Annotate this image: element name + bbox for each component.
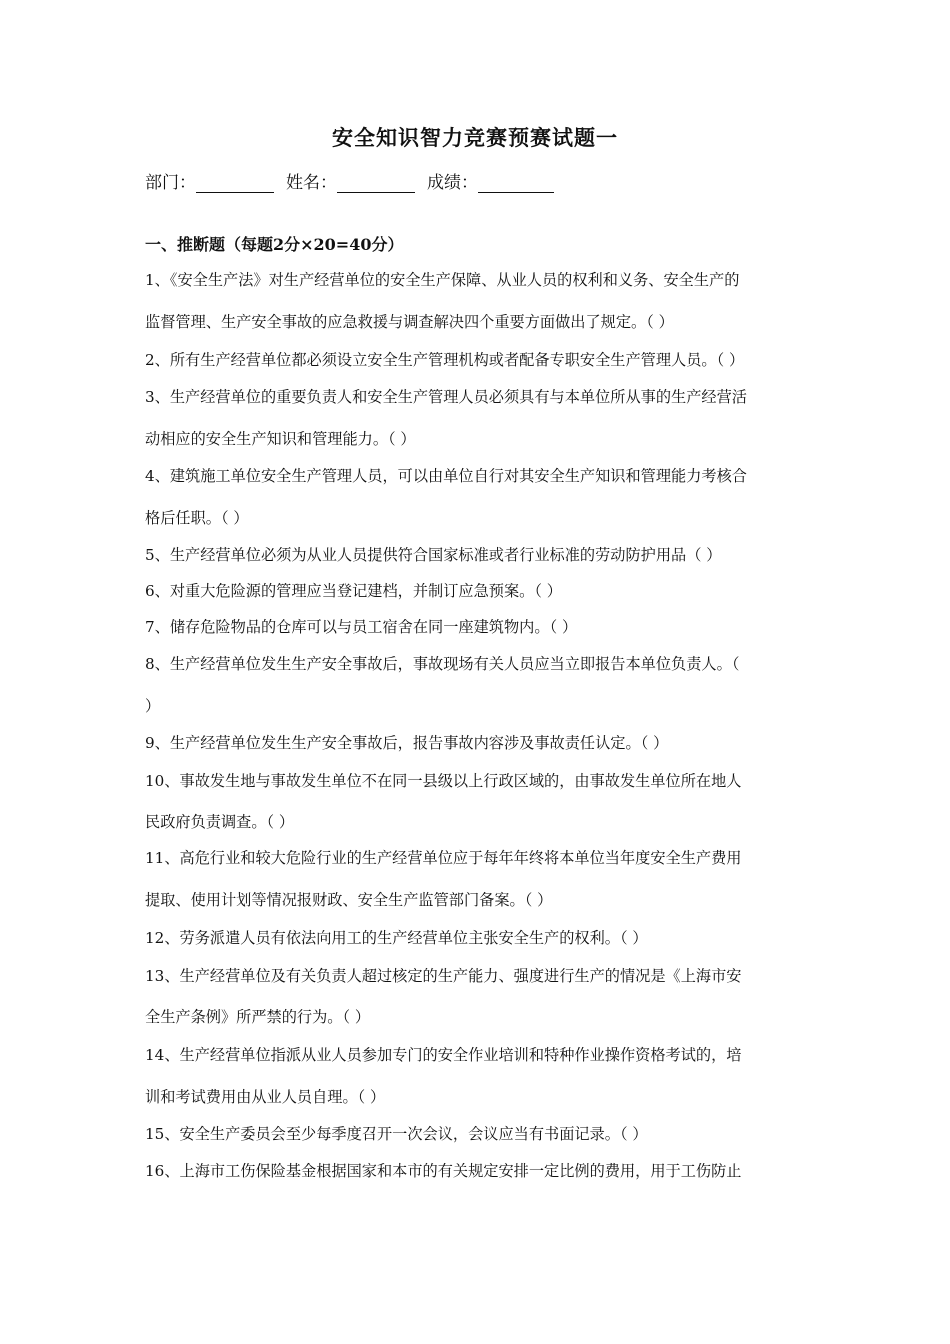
name-label: 姓名： <box>286 173 337 193</box>
question-line: 10、事故发生地与事故发生单位不在同一县级以上行政区域的，由事故发生单位所在地人 <box>145 772 742 790</box>
question-line: 3、生产经营单位的重要负责人和安全生产管理人员必须具有与本单位所从事的生产经营活 <box>145 388 747 406</box>
question-line: 全生产条例》所严禁的行为。（ ） <box>145 1008 371 1026</box>
question-line: 5、生产经营单位必须为从业人员提供符合国家标准或者行业标准的劳动防护用品（ ） <box>145 546 722 564</box>
department-label: 部门： <box>145 173 196 193</box>
question-line: 4、建筑施工单位安全生产管理人员，可以由单位自行对其安全生产知识和管理能力考核合 <box>145 467 747 485</box>
question-line: 9、生产经营单位发生生产安全事故后，报告事故内容涉及事故责任认定。（ ） <box>145 734 669 752</box>
score-label: 成绩： <box>427 173 478 193</box>
question-line: 7、储存危险物品的仓库可以与员工宿舍在同一座建筑物内。（ ） <box>145 618 578 636</box>
question-line: 6、对重大危险源的管理应当登记建档，并制订应急预案。（ ） <box>145 582 562 600</box>
question-line: 14、生产经营单位指派从业人员参加专门的安全作业培训和特种作业操作资格考试的，培 <box>145 1046 742 1064</box>
question-line: 11、高危行业和较大危险行业的生产经营单位应于每年年终将本单位当年度安全生产费用 <box>145 849 742 867</box>
question-line: 动相应的安全生产知识和管理能力。（ ） <box>145 430 416 448</box>
question-line: 1、《安全生产法》对生产经营单位的安全生产保障、从业人员的权利和义务、安全生产的 <box>145 271 740 289</box>
question-line: 16、上海市工伤保险基金根据国家和本市的有关规定安排一定比例的费用，用于工伤防止 <box>145 1162 742 1180</box>
question-line: 12、劳务派遣人员有依法向用工的生产经营单位主张安全生产的权利。（ ） <box>145 929 648 947</box>
question-line: 格后任职。（ ） <box>145 509 249 527</box>
question-line: 提取、使用计划等情况报财政、安全生产监管部门备案。（ ） <box>145 891 553 909</box>
question-line: 2、所有生产经营单位都必须设立安全生产管理机构或者配备专职安全生产管理人员。（ ） <box>145 351 745 369</box>
page-title: 安全知识智力竞赛预赛试题一 <box>332 125 618 150</box>
score-blank <box>478 174 554 193</box>
department-blank <box>196 174 274 193</box>
question-line: 15、安全生产委员会至少每季度召开一次会议，会议应当有书面记录。（ ） <box>145 1125 648 1143</box>
question-line: 8、生产经营单位发生生产安全事故后，事故现场有关人员应当立即报告本单位负责人。（ <box>145 655 740 673</box>
question-line: 13、生产经营单位及有关负责人超过核定的生产能力、强度进行生产的情况是《上海市安 <box>145 967 742 985</box>
question-line: 民政府负责调查。（ ） <box>145 813 295 831</box>
info-row <box>145 168 566 193</box>
question-line: 监督管理、生产安全事故的应急救援与调查解决四个重要方面做出了规定。（ ） <box>145 313 674 331</box>
question-line: 训和考试费用由从业人员自理。（ ） <box>145 1088 386 1106</box>
question-line: ） <box>145 697 161 715</box>
section-heading: 一、推断题（每题2分×20=40分） <box>145 235 404 254</box>
name-blank <box>337 174 415 193</box>
